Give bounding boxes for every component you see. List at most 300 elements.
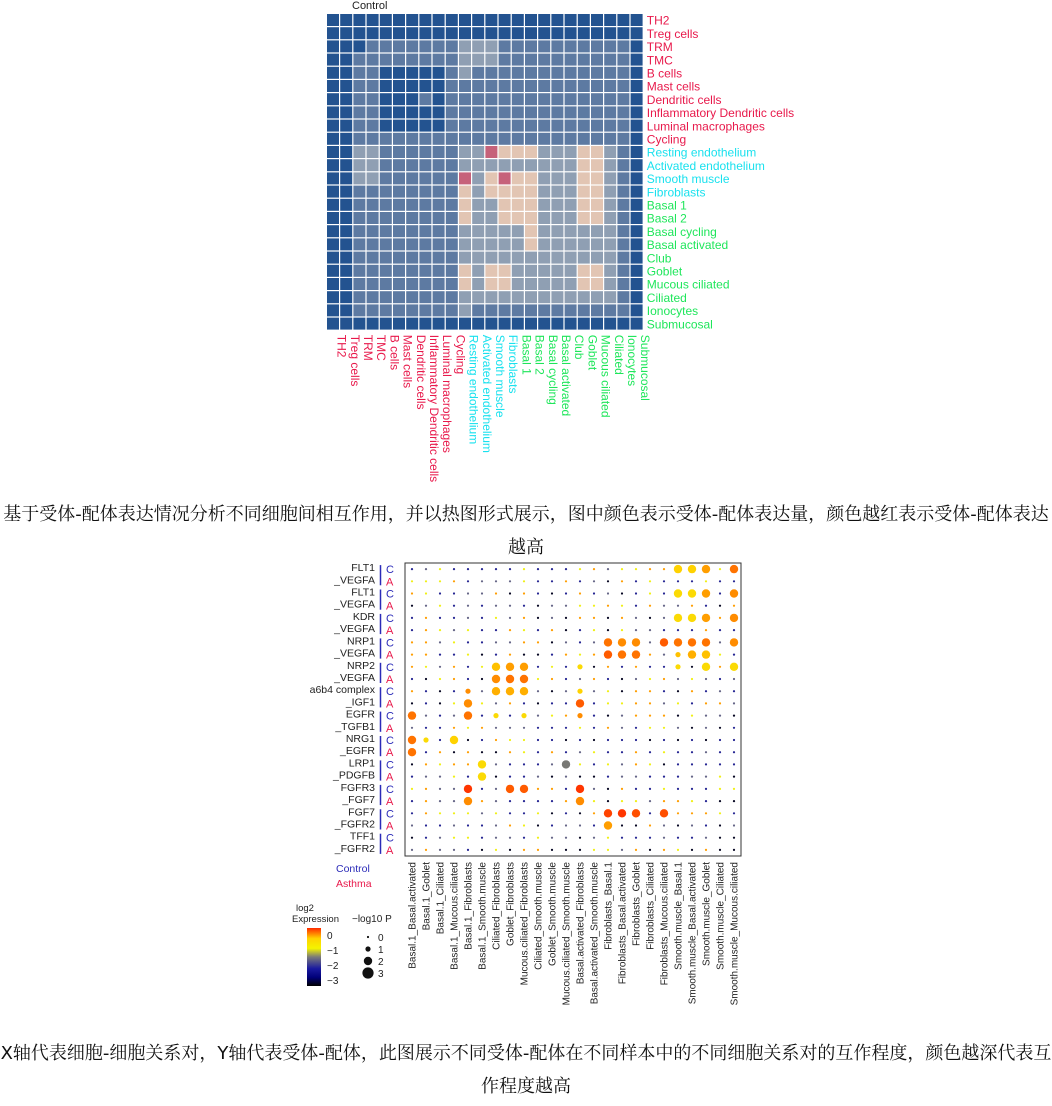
heatmap-cell: [631, 27, 643, 39]
heatmap-cell: [578, 133, 590, 145]
dotplot-x-label: Basal.1_Fibroblasts: [463, 862, 475, 950]
dotplot-point: [551, 605, 553, 607]
heatmap-cell: [617, 278, 629, 290]
heatmap-cell: [604, 291, 616, 303]
dotplot-point: [495, 654, 497, 656]
dotplot-point: [621, 690, 623, 692]
dotplot-caption: X轴代表细胞-细胞关系对，Y轴代表受体-配体，此图展示不同受体-配体在不同样本中的不同细胞关系对的互作程度，颜色越深代表互作程度越高: [0, 1043, 1052, 1097]
dotplot-point: [730, 663, 738, 671]
dotplot-point: [492, 663, 500, 671]
dotplot-point: [621, 837, 623, 839]
dotplot-point: [663, 849, 665, 851]
dotplot-point: [425, 592, 427, 594]
heatmap-cell: [433, 199, 445, 211]
dotplot-point: [677, 715, 679, 717]
dotplot-point: [705, 763, 707, 765]
dotplot-point: [551, 678, 553, 680]
dotplot-point: [411, 824, 413, 826]
dotplot-point: [537, 715, 539, 717]
dotplot-x-label: Basal.activated_Fibroblasts: [575, 862, 587, 985]
dotplot-point: [562, 760, 570, 768]
heatmap-cell: [499, 278, 511, 290]
dotplot-point: [593, 702, 595, 704]
heatmap-cell: [459, 186, 471, 198]
dotplot-point: [649, 678, 651, 680]
heatmap-cell: [512, 199, 524, 211]
heatmap-cell: [393, 67, 405, 79]
heatmap-cell: [367, 225, 379, 237]
heatmap-caption: 基于受体-配体表达情况分析不同细胞间相互作用，并以热图形式展示，图中颜色表示受体-配体表达量，颜色越红表示受体-配体表达越高: [3, 504, 1049, 558]
dotplot-point: [607, 629, 609, 631]
dotplot-point: [593, 690, 595, 692]
dotplot-point: [425, 849, 427, 851]
heatmap-cell: [617, 54, 629, 66]
dotplot-point: [481, 690, 483, 692]
heatmap-cell: [591, 14, 603, 26]
dotplot-point: [551, 751, 553, 753]
heatmap-col-label: Goblet: [585, 334, 600, 371]
dotplot-point: [733, 727, 735, 729]
heatmap-cell: [327, 106, 339, 118]
heatmap-cell: [367, 54, 379, 66]
heatmap-cell: [353, 40, 365, 52]
dotplot-point: [495, 641, 497, 643]
dotplot-point: [632, 638, 640, 646]
dotplot-point: [565, 654, 567, 656]
heatmap-cell: [327, 238, 339, 250]
dotplot-point: [621, 605, 623, 607]
heatmap-cell: [617, 120, 629, 132]
heatmap-row-label: Luminal macrophages: [646, 119, 765, 134]
dotplot-point: [663, 837, 665, 839]
dotplot-point: [663, 666, 665, 668]
heatmap-cell: [631, 133, 643, 145]
heatmap-cell: [499, 133, 511, 145]
dotplot-point: [523, 849, 525, 851]
heatmap-cell: [604, 212, 616, 224]
heatmap-cell: [433, 14, 445, 26]
heatmap-cell: [499, 54, 511, 66]
heatmap-cell: [406, 54, 418, 66]
dotplot-point: [719, 824, 721, 826]
heatmap-cell: [512, 291, 524, 303]
dotplot-pair-top: FLT1: [351, 586, 375, 599]
heatmap-row-label: Mucous ciliated: [646, 277, 730, 292]
heatmap-cell: [591, 120, 603, 132]
dotplot-point: [509, 812, 511, 814]
heatmap-cell: [340, 67, 352, 79]
heatmap-cell: [393, 304, 405, 316]
dotplot-point: [481, 837, 483, 839]
dotplot-point: [730, 638, 738, 646]
heatmap-cell: [393, 238, 405, 250]
dotplot-x-label: Ciliated_Fibroblasts: [491, 862, 503, 950]
heatmap-cell: [433, 252, 445, 264]
legend-size-tick: 3: [378, 969, 384, 980]
heatmap-cell: [538, 120, 550, 132]
heatmap-col-label: Resting endothelium: [466, 334, 481, 445]
heatmap-cell: [380, 159, 392, 171]
dotplot-point: [411, 605, 413, 607]
heatmap-cell: [538, 159, 550, 171]
dotplot-point: [691, 812, 693, 814]
dotplot-point: [453, 605, 455, 607]
heatmap-cell: [525, 186, 537, 198]
dotplot-point: [674, 565, 682, 573]
heatmap-cell: [406, 278, 418, 290]
dotplot-point: [649, 605, 651, 607]
heatmap-cell: [512, 120, 524, 132]
dotplot-point: [705, 800, 707, 802]
heatmap-cell: [604, 67, 616, 79]
dotplot-point: [537, 837, 539, 839]
dotplot-point: [467, 592, 469, 594]
heatmap-cell: [565, 106, 577, 118]
dotplot-point: [663, 751, 665, 753]
heatmap-col-label: Treg cells: [347, 334, 362, 387]
heatmap-cell: [604, 14, 616, 26]
dotplot-point: [719, 788, 721, 790]
dotplot-point: [719, 666, 721, 668]
dotplot-point: [520, 675, 528, 683]
dotplot-point: [635, 568, 637, 570]
dotplot-point: [576, 699, 584, 707]
heatmap-cell: [459, 265, 471, 277]
heatmap-cell: [353, 54, 365, 66]
dotplot-point: [425, 763, 427, 765]
dotplot-point: [649, 715, 651, 717]
dotplot-point: [481, 812, 483, 814]
dotplot-point: [691, 837, 693, 839]
dotplot-point: [537, 788, 539, 790]
dotplot-point: [579, 727, 581, 729]
heatmap-cell: [499, 186, 511, 198]
heatmap-cell: [604, 40, 616, 52]
heatmap-cell: [327, 14, 339, 26]
heatmap-cell: [472, 212, 484, 224]
dotplot-point: [635, 800, 637, 802]
dotplot-point: [621, 592, 623, 594]
heatmap-row-label: Goblet: [646, 264, 683, 279]
dotplot-point: [551, 592, 553, 594]
heatmap-cell: [419, 40, 431, 52]
dotplot-sample-label: A: [386, 796, 394, 809]
dotplot-point: [537, 776, 539, 778]
heatmap-cell: [393, 265, 405, 277]
heatmap-cell: [340, 199, 352, 211]
heatmap-cell: [446, 291, 458, 303]
dotplot-point: [719, 727, 721, 729]
dotplot-point: [411, 617, 413, 619]
heatmap-cell: [367, 199, 379, 211]
dotplot-point: [663, 739, 665, 741]
dotplot-point: [733, 788, 735, 790]
heatmap-cell: [393, 278, 405, 290]
heatmap-cell: [485, 80, 497, 92]
dotplot-point: [663, 800, 665, 802]
heatmap-cell: [380, 278, 392, 290]
heatmap-cell: [631, 278, 643, 290]
dotplot-point: [705, 715, 707, 717]
dotplot-point: [688, 650, 696, 658]
heatmap-cell: [433, 265, 445, 277]
dotplot-point: [481, 727, 483, 729]
heatmap-cell: [565, 133, 577, 145]
dotplot-point: [453, 690, 455, 692]
dotplot-point: [691, 678, 693, 680]
heatmap-cell: [419, 291, 431, 303]
heatmap-cell: [578, 291, 590, 303]
heatmap-cell: [617, 14, 629, 26]
dotplot-point: [481, 739, 483, 741]
heatmap-cell: [406, 252, 418, 264]
heatmap-cell: [551, 186, 563, 198]
heatmap-cell: [591, 93, 603, 105]
heatmap-cell: [340, 291, 352, 303]
heatmap-cell: [591, 225, 603, 237]
heatmap-cell: [631, 67, 643, 79]
heatmap-cell: [433, 40, 445, 52]
heatmap-cell: [406, 106, 418, 118]
dotplot-point: [537, 678, 539, 680]
dotplot-point: [632, 809, 640, 817]
dotplot-x-label: Basal.1_Basal.activated: [407, 862, 419, 969]
dotplot-point: [467, 812, 469, 814]
dotplot-x-label: Basal.activated_Smooth.muscle: [589, 862, 601, 1005]
heatmap-cell: [353, 67, 365, 79]
heatmap-cell: [367, 106, 379, 118]
dotplot-point: [509, 592, 511, 594]
dotplot-point: [565, 666, 567, 668]
heatmap-cell: [380, 120, 392, 132]
dotplot-point: [495, 592, 497, 594]
dotplot-point: [481, 800, 483, 802]
dotplot-point: [705, 824, 707, 826]
heatmap-cell: [459, 278, 471, 290]
dotplot-point: [439, 739, 441, 741]
heatmap-cell: [367, 304, 379, 316]
heatmap-cell: [512, 80, 524, 92]
dotplot-pair-bottom: _FGF7: [342, 794, 375, 807]
heatmap-cell: [551, 225, 563, 237]
dotplot-point: [607, 678, 609, 680]
heatmap-cell: [340, 186, 352, 198]
heatmap-cell: [485, 27, 497, 39]
dotplot-point: [593, 605, 595, 607]
heatmap-cell: [538, 318, 550, 330]
legend-color-tick: −1: [327, 946, 339, 957]
dotplot-point: [621, 776, 623, 778]
heatmap-cell: [380, 14, 392, 26]
dotplot-pair-bottom: _VEGFA: [334, 623, 375, 636]
heatmap-col-label: TMC: [374, 334, 389, 361]
dotplot-point: [464, 699, 472, 707]
dotplot-point: [621, 580, 623, 582]
heatmap-cell: [578, 40, 590, 52]
dotplot-point: [467, 727, 469, 729]
dotplot-point: [663, 788, 665, 790]
heatmap-col-label: Mast cells: [400, 334, 415, 389]
heatmap-cell: [551, 159, 563, 171]
heatmap-cell: [406, 40, 418, 52]
dotplot-point: [509, 580, 511, 582]
dotplot-point: [733, 739, 735, 741]
heatmap-cell: [340, 40, 352, 52]
heatmap-cell: [472, 225, 484, 237]
dotplot-point: [467, 837, 469, 839]
dotplot-point: [551, 641, 553, 643]
dotplot-point: [579, 580, 581, 582]
dotplot-point: [577, 713, 582, 718]
heatmap-cell: [631, 186, 643, 198]
dotplot-point: [411, 837, 413, 839]
dotplot-point: [675, 664, 680, 669]
heatmap-cell: [499, 93, 511, 105]
heatmap-cell: [565, 14, 577, 26]
dotplot-point: [565, 568, 567, 570]
dotplot-point: [551, 654, 553, 656]
heatmap-cell: [446, 93, 458, 105]
heatmap-col-label: Luminal macrophages: [440, 334, 455, 453]
heatmap-cell: [538, 278, 550, 290]
heatmap-cell: [538, 93, 550, 105]
heatmap-cell: [485, 225, 497, 237]
heatmap-cell: [485, 212, 497, 224]
heatmap-cell: [565, 27, 577, 39]
dotplot-sample-label: C: [386, 759, 394, 772]
dotplot-point: [649, 763, 651, 765]
dotplot-point: [702, 638, 710, 646]
heatmap-cell: [380, 146, 392, 158]
dotplot-point: [733, 629, 735, 631]
dotplot-point: [439, 690, 441, 692]
heatmap-cell: [565, 225, 577, 237]
dotplot-point: [733, 654, 735, 656]
dotplot-point: [450, 736, 458, 744]
dotplot-point: [425, 617, 427, 619]
heatmap-cell: [393, 291, 405, 303]
dotplot-point: [705, 727, 707, 729]
dotplot-point: [705, 812, 707, 814]
dotplot-pair-top: FGF7: [348, 806, 375, 819]
heatmap-cell: [380, 67, 392, 79]
heatmap-cell: [353, 146, 365, 158]
heatmap-cell: [393, 252, 405, 264]
dotplot-point: [481, 592, 483, 594]
heatmap-cell: [353, 172, 365, 184]
heatmap-cell: [499, 199, 511, 211]
heatmap-cell: [565, 146, 577, 158]
heatmap-cell: [604, 80, 616, 92]
heatmap-cell: [565, 80, 577, 92]
dotplot-point: [660, 638, 668, 646]
dotplot-sample-label: A: [386, 844, 394, 857]
dotplot-point: [495, 824, 497, 826]
dotplot-point: [663, 654, 665, 656]
heatmap-cell: [485, 54, 497, 66]
dotplot-point: [464, 797, 472, 805]
heatmap-cell: [340, 225, 352, 237]
dotplot-point: [576, 785, 584, 793]
dotplot-point: [464, 711, 472, 719]
heatmap-cell: [472, 159, 484, 171]
dotplot-point: [495, 629, 497, 631]
heatmap-cell: [459, 40, 471, 52]
dotplot-point: [509, 800, 511, 802]
heatmap-cell: [565, 120, 577, 132]
heatmap-cell: [459, 199, 471, 211]
dotplot-sample-label: C: [386, 686, 394, 699]
heatmap-cell: [551, 67, 563, 79]
dotplot-point: [607, 568, 609, 570]
heatmap-cell: [433, 238, 445, 250]
dotplot-point: [425, 751, 427, 753]
dotplot-point: [495, 800, 497, 802]
dotplot-point: [607, 837, 609, 839]
dotplot-point: [439, 605, 441, 607]
heatmap-cell: [525, 106, 537, 118]
heatmap-cell: [538, 40, 550, 52]
dotplot-sample-label: A: [386, 674, 394, 686]
dotplot-point: [593, 788, 595, 790]
heatmap-cell: [419, 133, 431, 145]
dotplot-point: [677, 739, 679, 741]
heatmap-cell: [353, 304, 365, 316]
dotplot-point: [719, 812, 721, 814]
heatmap-cell: [459, 318, 471, 330]
dotplot-point: [649, 812, 651, 814]
heatmap-cell: [367, 291, 379, 303]
dotplot-point: [593, 568, 595, 570]
dotplot-point: [551, 849, 553, 851]
heatmap-cell: [327, 80, 339, 92]
heatmap-cell: [419, 199, 431, 211]
dotplot-point: [467, 739, 469, 741]
heatmap-row-label: TRM: [646, 40, 673, 55]
dotplot-point: [579, 605, 581, 607]
legend-size-dot: [364, 957, 372, 965]
dotplot-point: [635, 776, 637, 778]
dotplot-point: [467, 666, 469, 668]
heatmap-cell: [512, 238, 524, 250]
dotplot-point: [719, 678, 721, 680]
heatmap-cell: [631, 14, 643, 26]
dotplot-point: [621, 739, 623, 741]
heatmap-cell: [380, 265, 392, 277]
dotplot-point: [478, 772, 486, 780]
dotplot-point: [705, 629, 707, 631]
dotplot-point: [509, 824, 511, 826]
dotplot-point: [621, 568, 623, 570]
dotplot-point: [702, 650, 710, 658]
heatmap-cell: [485, 93, 497, 105]
heatmap-cell: [446, 225, 458, 237]
heatmap-cell: [433, 212, 445, 224]
dotplot-point: [520, 663, 528, 671]
dotplot-point: [649, 837, 651, 839]
heatmap-cell: [578, 304, 590, 316]
heatmap-cell: [512, 212, 524, 224]
heatmap-row-label: B cells: [646, 66, 683, 81]
heatmap-cell: [551, 318, 563, 330]
heatmap-cell: [604, 186, 616, 198]
dotplot-point: [523, 824, 525, 826]
heatmap-cell: [406, 67, 418, 79]
heatmap-cell: [591, 238, 603, 250]
dotplot-point: [467, 678, 469, 680]
heatmap-col-label: Ionocytes: [625, 334, 639, 387]
heatmap-cell: [433, 159, 445, 171]
